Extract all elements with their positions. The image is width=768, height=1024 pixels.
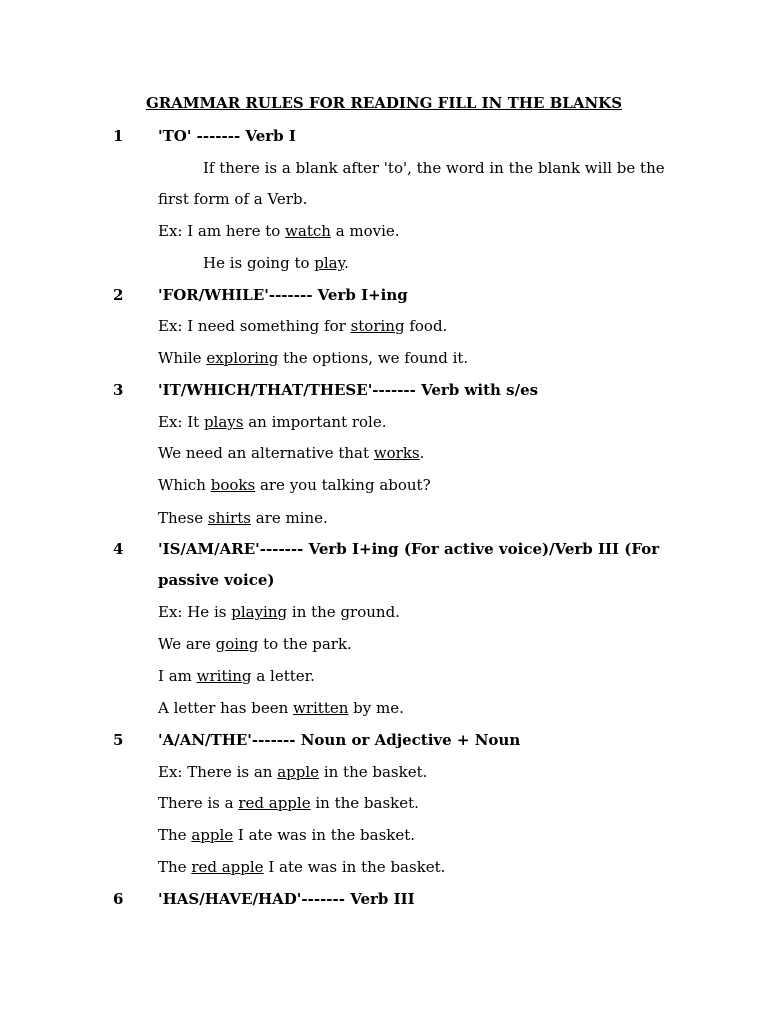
rule-number: 5 xyxy=(113,731,124,749)
example-line: Which books are you talking about? xyxy=(158,476,431,494)
example-line: We are going to the park. xyxy=(158,635,352,653)
example-line: These shirts are mine. xyxy=(158,509,328,527)
underlined-word: red apple xyxy=(191,858,264,876)
example-line: He is going to play. xyxy=(203,254,349,272)
rule-heading: 'A/AN/THE'------- Noun or Adjective + Noun xyxy=(158,731,521,749)
underlined-word: works xyxy=(373,444,420,462)
example-line: Ex: It plays an important role. xyxy=(158,413,387,431)
underlined-word: play xyxy=(314,254,345,272)
example-line: The apple I ate was in the basket. xyxy=(158,826,416,844)
rule-number: 1 xyxy=(113,127,124,145)
example-line: Ex: There is an apple in the basket. xyxy=(158,763,428,781)
rule-number: 3 xyxy=(113,381,124,399)
underlined-word: watch xyxy=(285,222,331,240)
rule-text-line: If there is a blank after 'to', the word in the blank will be the xyxy=(203,159,665,177)
example-line: Ex: I am here to watch a movie. xyxy=(158,222,400,240)
example-line: Ex: He is playing in the ground. xyxy=(158,603,400,621)
example-line: While exploring the options, we found it. xyxy=(158,349,469,367)
example-line: There is a red apple in the basket. xyxy=(158,794,419,812)
example-line: Ex: I need something for storing food. xyxy=(158,317,448,335)
rule-number: 6 xyxy=(113,890,124,908)
example-line: The red apple I ate was in the basket. xyxy=(158,858,446,876)
underlined-word: red apple xyxy=(238,794,311,812)
underlined-word: playing xyxy=(231,603,288,621)
example-line: I am writing a letter. xyxy=(158,667,315,685)
rule-heading: 'IS/AM/ARE'------- Verb I+ing (For active voice)/Verb III (For xyxy=(158,540,660,558)
rule-heading: 'HAS/HAVE/HAD'------- Verb III xyxy=(158,890,415,908)
example-line: A letter has been written by me. xyxy=(158,699,404,717)
rule-text-line: first form of a Verb. xyxy=(158,190,308,208)
underlined-word: going xyxy=(215,635,259,653)
underlined-word: storing xyxy=(350,317,405,335)
rule-number: 4 xyxy=(113,540,124,558)
underlined-word: books xyxy=(210,476,256,494)
underlined-word: writing xyxy=(196,667,252,685)
underlined-word: plays xyxy=(203,413,244,431)
rule-heading-continued: passive voice) xyxy=(158,571,275,589)
rule-heading: 'FOR/WHILE'------- Verb I+ing xyxy=(158,286,408,304)
page-title: GRAMMAR RULES FOR READING FILL IN THE BLANKS xyxy=(145,94,623,112)
underlined-word: shirts xyxy=(207,509,251,527)
underlined-word: exploring xyxy=(206,349,279,367)
rule-heading: 'IT/WHICH/THAT/THESE'------- Verb with s/es xyxy=(158,381,539,399)
rule-heading: 'TO' ------- Verb I xyxy=(158,127,296,145)
underlined-word: apple xyxy=(191,826,234,844)
underlined-word: apple xyxy=(277,763,320,781)
example-line: We need an alternative that works. xyxy=(158,444,425,462)
rule-number: 2 xyxy=(113,286,124,304)
underlined-word: written xyxy=(293,699,349,717)
